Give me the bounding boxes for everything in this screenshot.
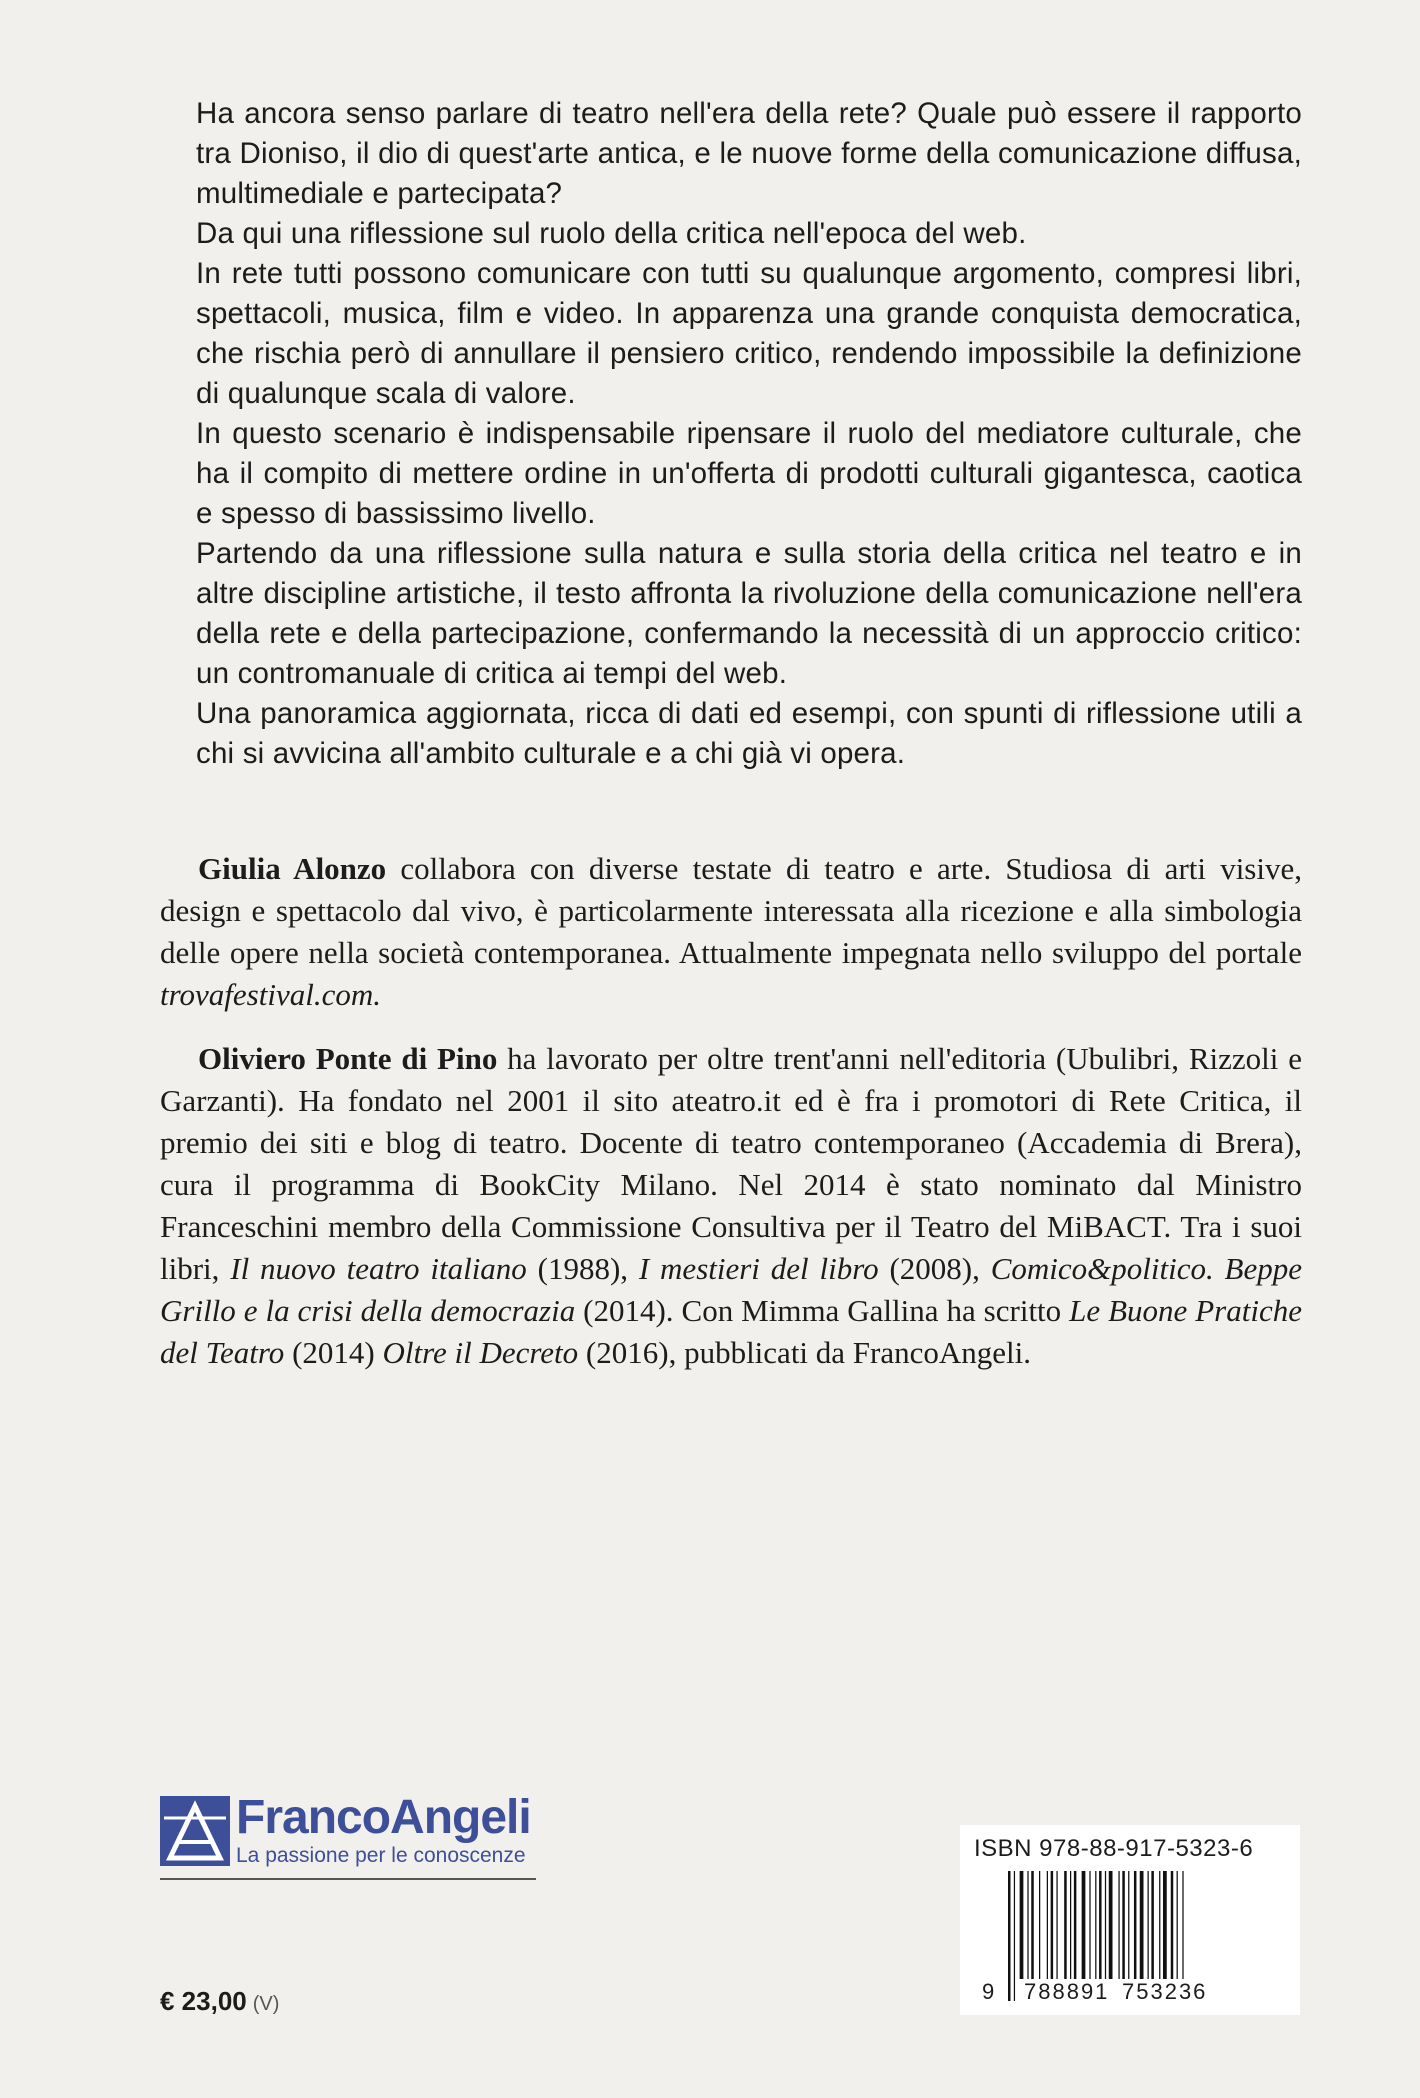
bio-text: collabora con diverse testate di teatro e arte. Studiosa di arti visive, design e spettacolo dal vivo, è particolarmente interessata alla ricezione e alla simbologia delle opere nella società contemporanea. Attualmente impegnata nello sviluppo del portale <box>160 851 1302 970</box>
barcode-first-digit: 9 <box>982 1979 995 2004</box>
book-title: Comico&politico. Beppe Grillo e la crisi della democrazia <box>160 1251 1302 1328</box>
bio-alonzo <box>160 848 1302 1016</box>
blurb-paragraph: Partendo da una riflessione sulla natura e sulla storia della critica nel teatro e in altre discipline artistiche, il testo affronta la rivoluzione della comunicazione nell'era della rete e della partecipazione, confermando la necessità di un approccio critico: un contromanuale di critica ai tempi del web. <box>196 537 1302 690</box>
author-name: Giulia Alonzo <box>198 851 387 886</box>
vat-label: (V) <box>252 1993 280 2015</box>
blurb-paragraph: In rete tutti possono comunicare con tutti su qualunque argomento, compresi libri, spettacoli, musica, film e video. In apparenza una grande conquista democratica, che rischia però di annullare il pensiero critico, rendendo impossibile la definizione di qualunque scala di valore. <box>196 257 1302 410</box>
book-title: Le Buone Pratiche del Teatro <box>160 1293 1302 1370</box>
barcode-right-digits: 753236 <box>1122 1979 1208 2004</box>
website-name: trovafestival.com. <box>160 977 381 1012</box>
bio-text: ha lavorato per oltre trent'anni nell'editoria (Ubulibri, Rizzoli e Garzanti). Ha fondato nel 2001 il sito ateatro.it ed è fra i promotori di Rete Critica, il premio dei siti e blog di teatro. Docente di teatro contemporaneo (Accademia di Brera), cura il programma di BookCity Milano. Nel 2014 è stato nominato dal Ministro Franceschini membro della Commissione Consultiva per il Teatro del MiBACT. Tra i suoi libri, <box>160 1041 1302 1286</box>
bio-ponte-di-pino <box>160 1038 1302 1374</box>
book-title: Il nuovo teatro italiano <box>230 1251 527 1286</box>
isbn-barcode-block <box>960 1825 1300 2015</box>
isbn-number: ISBN 978-88-917-5323-6 <box>974 1835 1254 1862</box>
bio-text: (2016), pubblicati da FrancoAngeli. <box>578 1335 1032 1370</box>
price-amount: € 23,00 <box>160 1986 247 2016</box>
bio-text: (1988), <box>526 1251 639 1286</box>
bio-text: (2014). Con Mimma Gallina ha scritto <box>575 1293 1070 1328</box>
author-bios <box>160 848 1302 1396</box>
back-cover-blurb <box>196 94 1302 774</box>
book-title: Oltre il Decreto <box>382 1335 579 1370</box>
blurb-paragraph: Ha ancora senso parlare di teatro nell'era della rete? Quale può essere il rapporto tra Dioniso, il dio di quest'arte antica, e le nuove forme della comunicazione diffusa, multimediale e partecipata? <box>196 97 1302 210</box>
bio-text: (2014) <box>284 1335 383 1370</box>
author-name: Oliviero Ponte di Pino <box>198 1041 498 1076</box>
bio-text: (2008), <box>878 1251 991 1286</box>
divider <box>160 1878 536 1880</box>
publisher-name: FrancoAngeli <box>236 1791 531 1844</box>
price <box>160 1986 279 2017</box>
blurb-paragraph: Da qui una riflessione sul ruolo della critica nell'epoca del web. <box>196 217 1027 250</box>
book-title: I mestieri del libro <box>638 1251 879 1286</box>
publisher-tagline: La passione per le conoscenze <box>236 1844 526 1867</box>
blurb-paragraph: In questo scenario è indispensabile ripensare il ruolo del mediatore culturale, che ha il compito di mettere ordine in un'offerta di prodotti culturali gigantesca, caotica e spesso di bassissimo livello. <box>196 417 1302 530</box>
blurb-paragraph: Una panoramica aggiornata, ricca di dati ed esempi, con spunti di riflessione utili a chi si avvicina all'ambito culturale e a chi già vi opera. <box>196 697 1302 770</box>
barcode-left-digits: 788891 <box>1024 1979 1110 2004</box>
francoangeli-logo-icon <box>160 1796 230 1866</box>
